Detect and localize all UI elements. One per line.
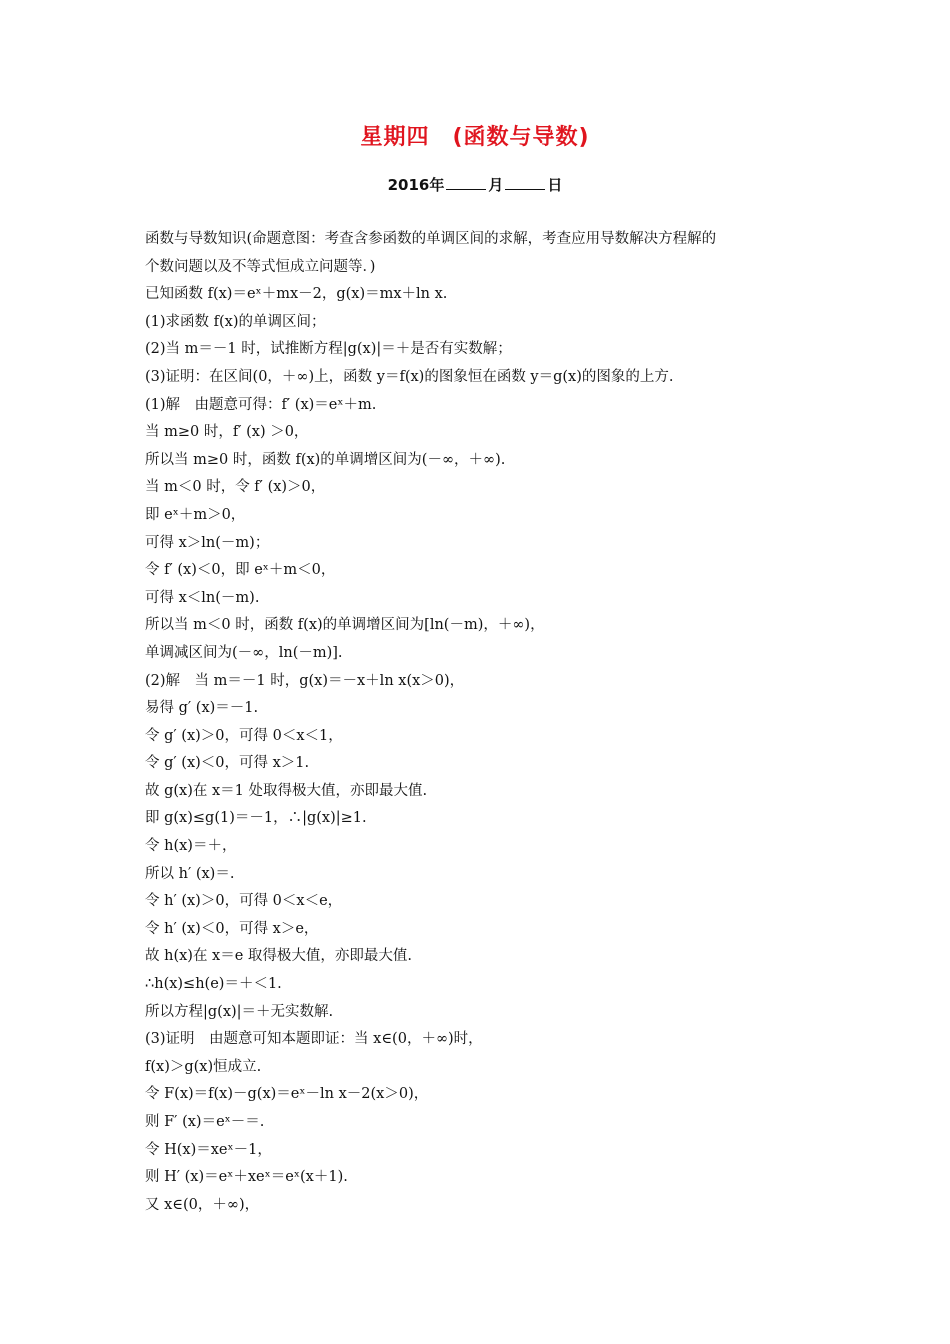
text-line: 个数问题以及不等式恒成立问题等．)	[145, 258, 376, 275]
text-line: 令 h′ (x)＜0，可得 x＞e，	[145, 920, 319, 937]
text-line: (3)证明 由题意可知本题即证：当 x∈(0，＋∞)时，	[145, 1031, 483, 1048]
text-line: (3)证明：在区间(0，＋∞)上，函数 y＝f(x)的图象恒在函数 y＝g(x)的图象的上方.	[145, 368, 674, 385]
text-line: 即 eˣ＋m＞0，	[145, 506, 246, 523]
text-line: 又 x∈(0，＋∞)，	[145, 1196, 260, 1213]
date-line	[0, 174, 950, 195]
text-line: 函数与导数知识(命题意图：考查含参函数的单调区间的求解，考查应用导数解决方程解的	[145, 231, 717, 247]
text-line: 可得 x＞ln(－m)；	[145, 534, 270, 551]
text-line: 当 m＜0 时，令 f′ (x)＞0，	[145, 479, 326, 496]
text-line: 当 m≥0 时，f′ (x) ＞0，	[145, 424, 309, 441]
text-line: 故 h(x)在 x＝e 取得极大值，亦即最大值.	[145, 948, 413, 965]
text-line: 所以方程|g(x)|＝＋无实数解.	[145, 1003, 334, 1020]
date-day: 日	[547, 176, 563, 194]
text-line: (1)求函数 f(x)的单调区间；	[145, 313, 326, 330]
page-title: 星期四 (函数与导数)	[360, 125, 590, 150]
text-line: 所以当 m≥0 时，函数 f(x)的单调增区间为(－∞，＋∞).	[145, 451, 506, 468]
text-line: 易得 g′ (x)＝－1.	[145, 700, 259, 717]
text-line: 则 F′ (x)＝eˣ－＝.	[145, 1114, 265, 1130]
text-line: 令 h(x)＝＋，	[145, 838, 237, 855]
text-line: 令 g′ (x)＞0，可得 0＜x＜1，	[145, 727, 343, 744]
text-line: 令 H(x)＝xeˣ－1，	[145, 1141, 272, 1158]
day-blank	[505, 175, 545, 190]
text-line: 令 g′ (x)＜0，可得 x＞1.	[145, 755, 310, 772]
text-line: ∴h(x)≤h(e)＝＋＜1.	[145, 976, 282, 993]
text-line: f(x)＞g(x)恒成立.	[145, 1058, 262, 1075]
text-line: 令 F(x)＝f(x)－g(x)＝eˣ－ln x－2(x＞0)，	[145, 1086, 429, 1103]
text-line: 令 f′ (x)＜0，即 eˣ＋m＜0，	[145, 562, 336, 579]
text-line: 所以 h′ (x)＝.	[145, 865, 235, 882]
text-line: 令 h′ (x)＞0，可得 0＜x＜e，	[145, 893, 343, 910]
date-month: 月	[488, 176, 504, 194]
text-line: 则 H′ (x)＝eˣ＋xeˣ＝eˣ(x＋1).	[145, 1169, 348, 1186]
text-line: (1)解 由题意可得：f′ (x)＝eˣ＋m.	[145, 396, 377, 413]
document-body	[145, 226, 825, 1219]
date-year: 2016年	[387, 176, 445, 194]
text-line: 可得 x＜ln(－m).	[145, 589, 260, 606]
text-line: 已知函数 f(x)＝eˣ＋mx－2，g(x)＝mx＋ln x.	[145, 286, 448, 303]
text-line: 即 g(x)≤g(1)＝－1，∴|g(x)|≥1.	[145, 810, 367, 827]
text-line: (2)当 m＝－1 时，试推断方程|g(x)|＝＋是否有实数解；	[145, 341, 512, 358]
text-line: 单调减区间为(－∞，ln(－m)].	[145, 644, 343, 661]
month-blank	[446, 175, 486, 190]
text-line: 故 g(x)在 x＝1 处取得极大值，亦即最大值.	[145, 782, 428, 799]
text-line: 所以当 m＜0 时，函数 f(x)的单调增区间为[ln(－m)，＋∞)，	[145, 617, 545, 634]
text-line: (2)解 当 m＝－1 时，g(x)＝－x＋ln x(x＞0)，	[145, 672, 465, 689]
